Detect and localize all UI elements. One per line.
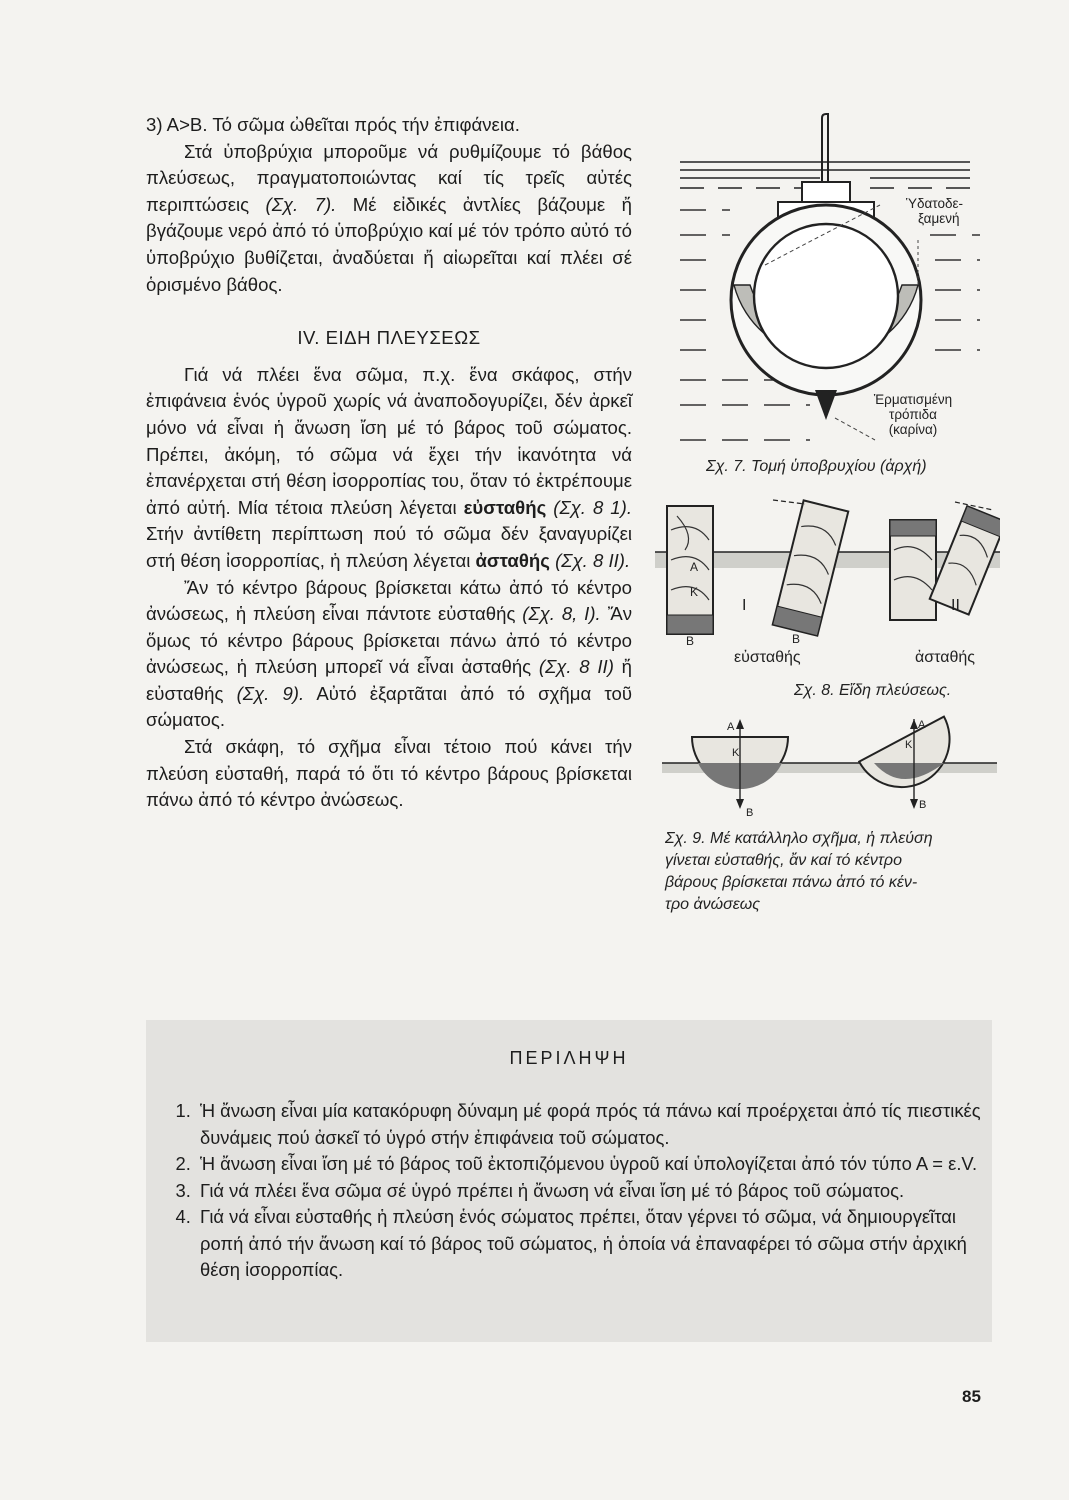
fig9-letter-k-2: Κ: [905, 739, 913, 751]
keel-label: [858, 392, 968, 437]
figure-9-caption-line2: γίνεται εὐσταθής, ἄν καί τό κέντρο: [665, 852, 902, 869]
block-stable-tilted: [773, 500, 849, 635]
keel-label-line1: Ἑρματισμένη: [873, 392, 953, 407]
hemisphere-upright: [692, 719, 788, 809]
fig8-letter-a: Α: [690, 560, 699, 574]
summary-item: 1. Ἡ ἄνωση εἶναι μία κατακόρυφη δύναμη μέ φορά πρός τά πάνω καί προέρχεται ἀπό τίς πιεστικές δυνάμεις πού ἀσκεῖ τό ὑγρό στήν ἐπιφάνεια τοῦ σώματος.: [196, 1098, 982, 1151]
water-tank-label-line2: ξαμενή: [918, 211, 960, 226]
keel-label-line3: (καρίνα): [888, 422, 938, 437]
figure-9-caption-line4: τρο ἀνώσεως: [665, 896, 760, 913]
fig9-letter-k-1: Κ: [732, 747, 740, 759]
page-number: 85: [962, 1387, 981, 1406]
unstable-label: ἀσταθής: [915, 649, 975, 666]
buoyancy-arrow: [910, 719, 918, 729]
fig9-letter-b-2: Β: [919, 799, 927, 811]
fig9-letter-a-1: Α: [727, 721, 735, 733]
tilt-arrow-1: [773, 500, 805, 504]
fig9-letter-a-2: Α: [918, 719, 926, 731]
fig8-letter-b-2: Β: [792, 632, 801, 646]
water-tank-label-line1: Ὑδατοδε-: [906, 196, 963, 211]
figure-9-caption-line3: βάρους βρίσκεται πάνω ἀπό τό κέν-: [665, 874, 918, 891]
pressure-hull: [754, 224, 898, 368]
paragraph-center-of-gravity: Ἄν τό κέντρο βάρους βρίσκεται κάτω ἀπό τό κέντρο ἀνώσεως, ἡ πλεύση εἶναι πάντοτε εὐσταθής (Σχ. 8, I). Ἄν ὅμως τό κέντρο βάρους βρίσκεται πάνω ἀπό τό κέντρο ἀνώσεως, ἡ πλεύση μπορεῖ νά εἶναι ἀσταθής (Σχ. 8 II) ἤ εὐσταθής (Σχ. 9). Αὐτό ἐξαρτᾶται ἀπό τό σχῆμα τοῦ σώματος.: [146, 576, 633, 731]
summary-item: 4. Γιά νά εἶναι εὐσταθής ἡ πλεύση ἑνός σώματος πρέπει, ὅταν γέρνει τό σῶμα, νά δημιουργεῖται ροπή ἀπό τήν ἄνωση καί τό βάρος τοῦ σώματος, ἡ ὁποία νά ἐπαναφέρει τό σῶμα στήν ἀρχική θέση ἰσορροπίας.: [196, 1204, 982, 1284]
summary-title: ΠΕΡΙΛΗΨΗ: [509, 1048, 629, 1068]
hemisphere-figure: [662, 715, 997, 815]
roman-two-label: II: [951, 597, 960, 614]
paragraph-case-3: 3) Α>Β. Τό σῶμα ὠθεῖται πρός τήν ἐπιφάνεια.: [146, 114, 520, 135]
main-text-column: [146, 112, 632, 814]
section-heading: IV. ΕΙΔΗ ΠΛΕΥΣΕΩΣ: [297, 327, 481, 349]
periscope: [822, 114, 828, 182]
block-unstable-upright: [890, 520, 936, 620]
summary-item: 3. Γιά νά πλέει ἕνα σῶμα σέ ὑγρό πρέπει ἡ ἄνωση νά εἶναι ἴση μέ τό βάρος τοῦ σώματος.: [196, 1178, 982, 1205]
water-tank-label: [906, 196, 963, 226]
conning-tower: [802, 182, 850, 202]
summary-list: [146, 1098, 982, 1284]
figure-8-caption: Σχ. 8. Εἴδη πλεύσεως.: [794, 682, 952, 699]
roman-one-label: I: [742, 597, 747, 614]
figure-9-caption: [665, 828, 933, 916]
fig8-letter-k: Κ: [690, 585, 699, 599]
summary-item: 2. Ἡ ἄνωση εἶναι ἴση μέ τό βάρος τοῦ ἐκτοπιζόμενου ὑγροῦ καί ὑπολογίζεται ἀπό τόν τύπο Α = ε.V.: [196, 1151, 982, 1178]
keel-label-line2: τρόπιδα: [889, 407, 937, 422]
paragraph-floating-types: Γιά νά πλέει ἕνα σῶμα, π.χ. ἕνα σκάφος, στήν ἐπιφάνεια ἑνός ὑγροῦ χωρίς νά ἀναποδογυρίζει, δέν ἀρκεῖ μόνο νά εἶναι ἡ ἄνωση ἴση μέ τό βάρος τοῦ σώματος. Πρέπει, ἀκόμη, τό σῶμα νά ἔχει τήν ἱκανότητα νά ἐπανέρχεται στή θέση ἰσορροπίας του, ὅταν τό ἐκτρέπουμε ἀπό αὐτή. Μία τέτοια πλεύση λέγεται εὐσταθής (Σχ. 8 1). Στήν ἀντίθετη περίπτωση πού τό σῶμα δέν ξαναγυρίζει στή θέση ἰσορροπίας, ἡ πλεύση λέγεται ἀσταθής (Σχ. 8 II).: [146, 363, 632, 571]
figure-7-caption: Σχ. 7. Τομή ὑποβρυχίου (ἀρχή): [706, 458, 927, 475]
summary-box: [146, 1020, 992, 1342]
fig9-letter-b-1: Β: [746, 807, 754, 819]
floating-blocks-figure: [655, 490, 1000, 650]
paragraph-ships: Στά σκάφη, τό σχῆμα εἶναι τέτοιο πού κάνει τήν πλεύση εὐσταθή, παρά τό ὅτι τό κέντρο βάρους βρίσκεται πάνω ἀπό τό κέντρο ἀνώσεως.: [146, 736, 632, 811]
figure-9-caption-line1: Σχ. 9. Μέ κατάλληλο σχῆμα, ἡ πλεύση: [665, 830, 933, 847]
weight-arrow: [910, 799, 918, 809]
keel: [815, 390, 837, 420]
fig8-letter-b-1: Β: [686, 634, 695, 648]
paragraph-submarine: Στά ὑποβρύχια μποροῦμε νά ρυθμίζουμε τό βάθος πλεύσεως, πραγματοποιώντας καί τίς τρεῖς αὐτές περιπτώσεις (Σχ. 7). Μέ εἰδικές ἀντλίες βάζουμε ἤ βγάζουμε νερό ἀπό τό ὑποβρύχιο καί μέ τόν τρόπο αὐτό τό ὑποβρύχιο βυθίζεται, ἀναδύεται ἤ αἰωρεῖται καί πλέει σέ ὁρισμένο βάθος.: [146, 140, 632, 295]
stable-label: εὐσταθής: [734, 649, 801, 666]
hemisphere-tilted: [859, 717, 966, 804]
